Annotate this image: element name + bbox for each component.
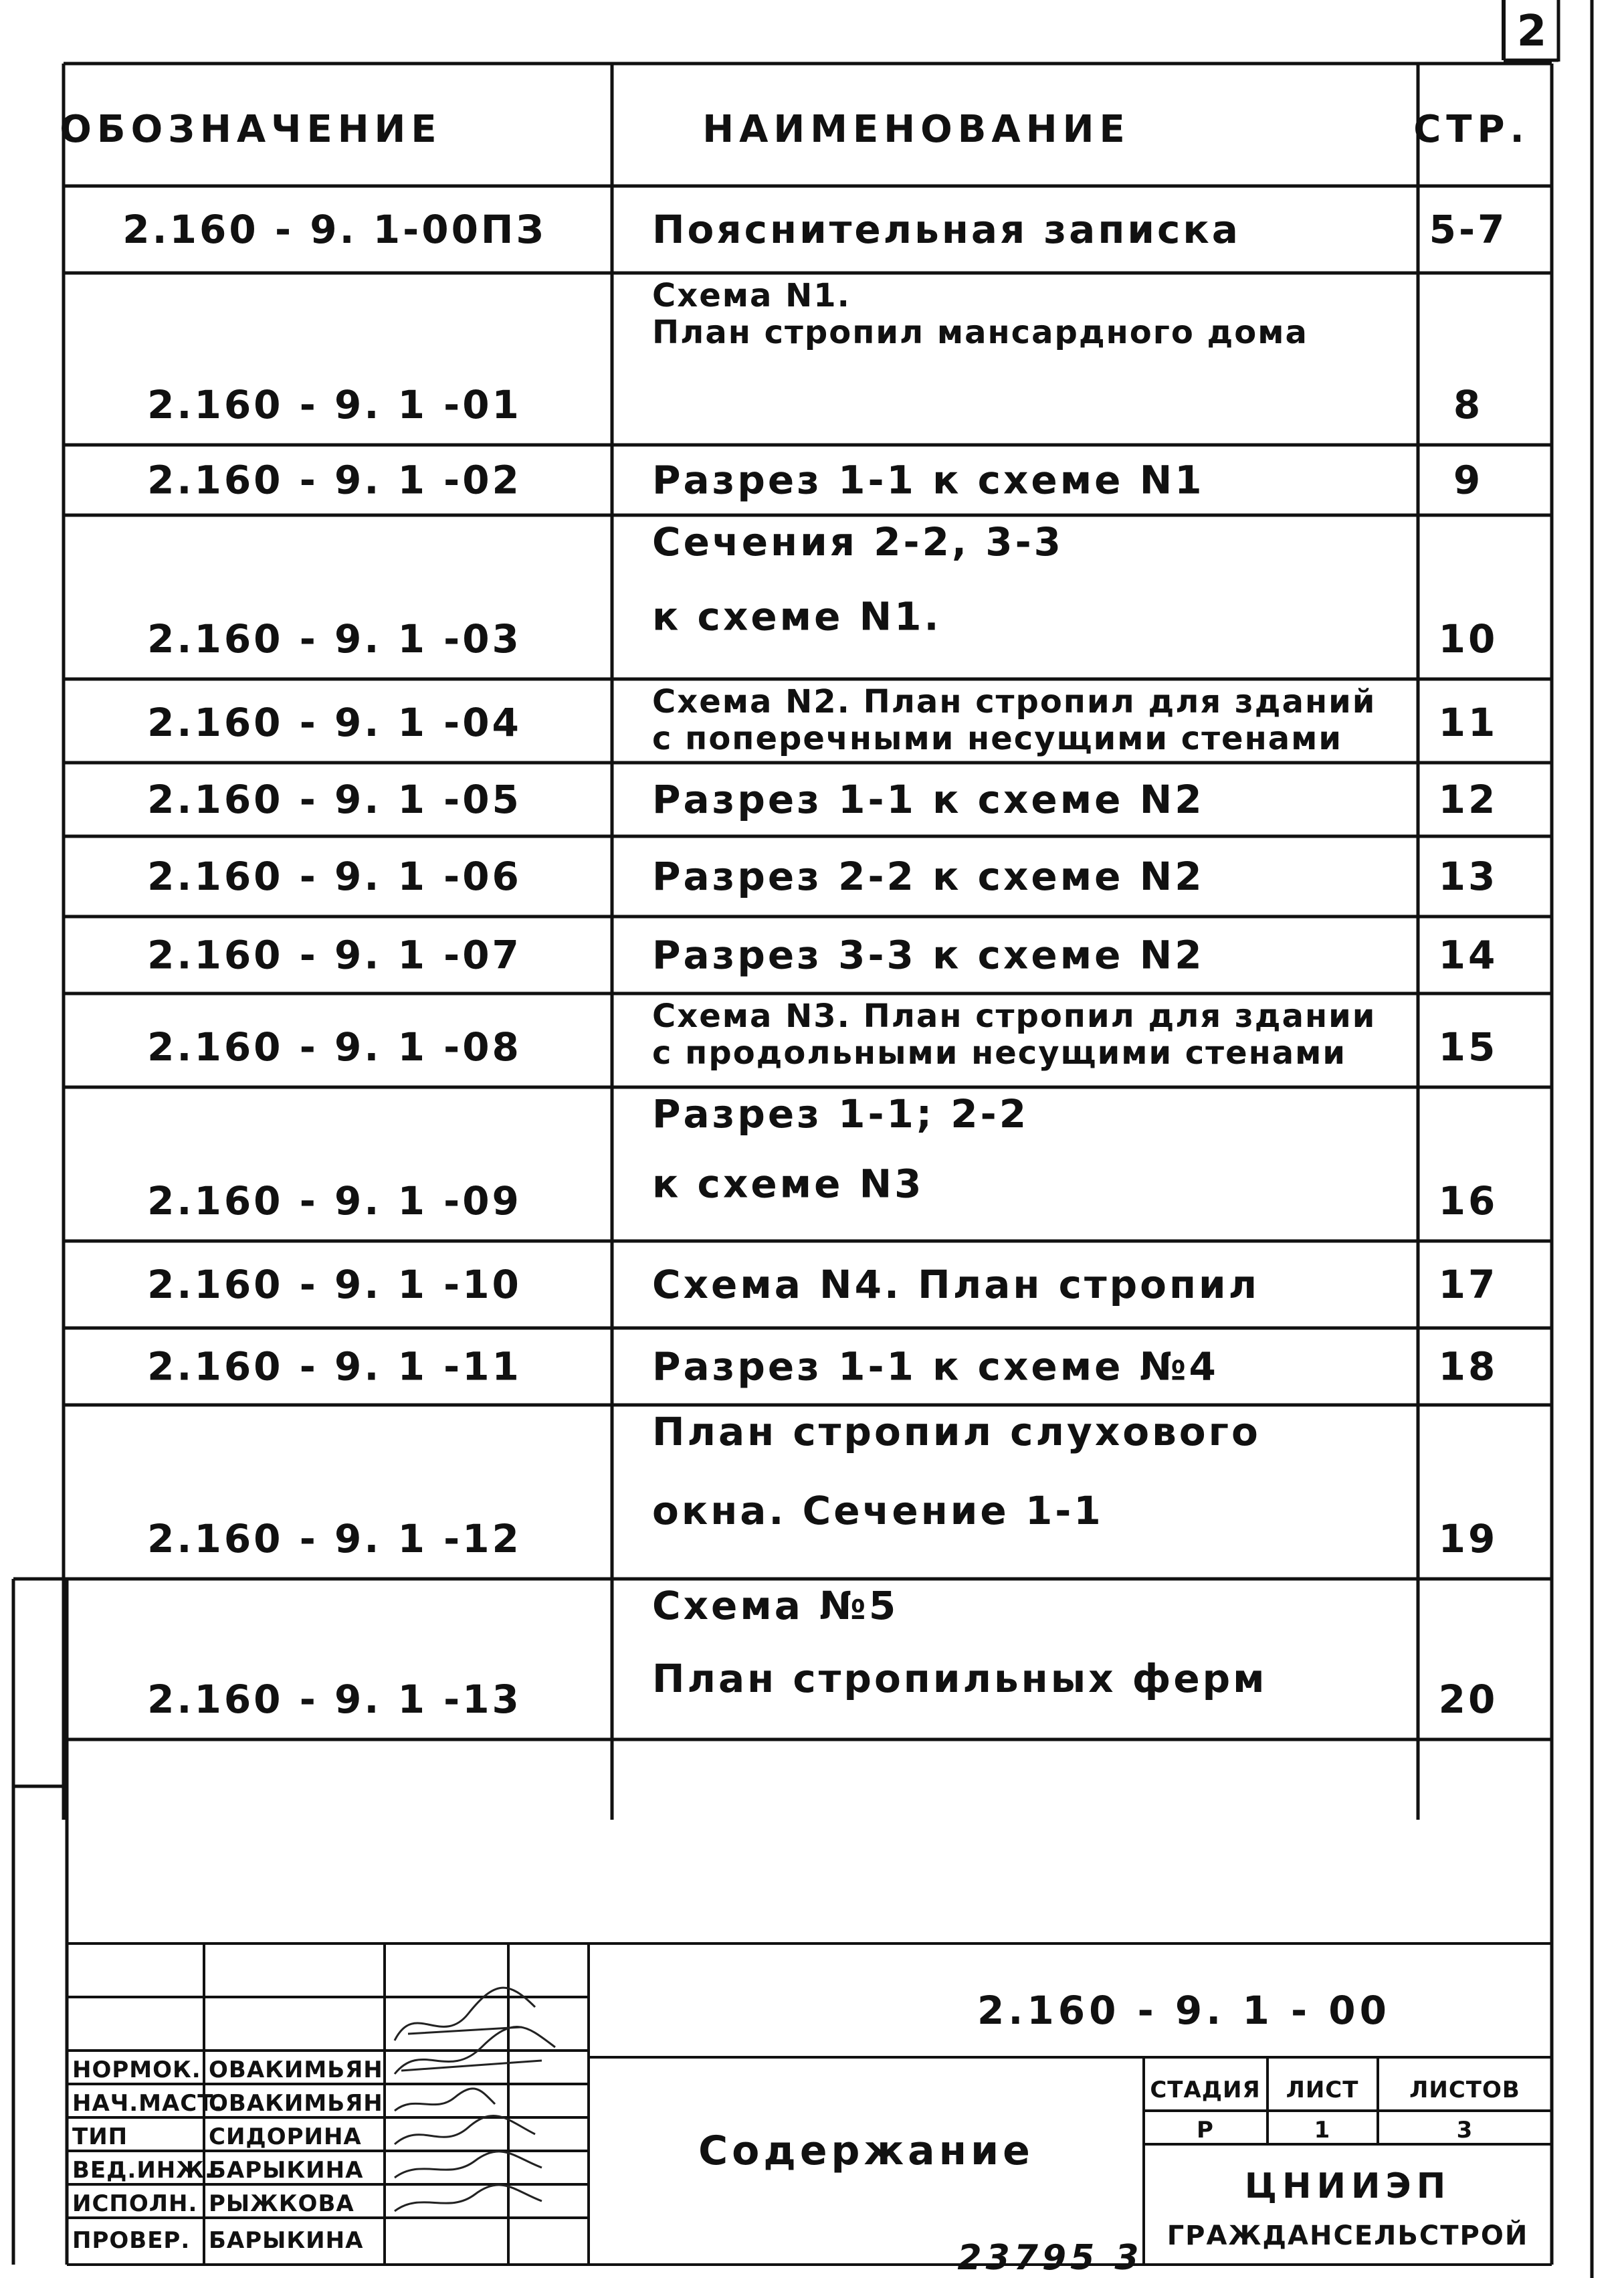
row-page: 13 — [1438, 854, 1498, 899]
org-name-line2: ГРАЖДАНСЕЛЬСТРОЙ — [1166, 2220, 1529, 2251]
row-designation: 2.160 - 9. 1 -01 — [147, 382, 522, 428]
sheet-number-box — [1504, 0, 1558, 62]
row-name-line: с продольными несущими стенами — [652, 1034, 1347, 1072]
table-row — [147, 458, 1483, 503]
row-name-line: Схема N3. План стропил для здании — [652, 998, 1377, 1035]
row-designation: 2.160 - 9. 1 -03 — [147, 616, 522, 662]
row-name-line: Схема N1. — [652, 277, 851, 314]
header-name: НАИМЕНОВАНИЕ — [702, 108, 1130, 151]
row-name-line: Разрез 1-1 к схеме N1 — [652, 457, 1205, 503]
row-name-line: Разрез 2-2 к схеме N2 — [652, 854, 1205, 899]
staff-table — [72, 2057, 383, 2254]
row-name-line: План стропил слухового — [652, 1409, 1261, 1454]
table-row — [147, 277, 1483, 428]
row-page: 8 — [1453, 382, 1484, 428]
staff-name: РЫЖКОВА — [209, 2190, 354, 2217]
row-page: 17 — [1438, 1262, 1498, 1307]
row-designation: 2.160 - 9. 1 -04 — [147, 700, 522, 745]
table-row — [147, 683, 1498, 757]
row-page: 14 — [1438, 932, 1498, 978]
header-designation: ОБОЗНАЧЕНИЕ — [60, 108, 442, 151]
staff-row — [72, 2227, 363, 2254]
table-row — [147, 998, 1498, 1072]
row-designation: 2.160 - 9. 1 -13 — [147, 1677, 522, 1722]
row-designation: 2.160 - 9. 1 -10 — [147, 1262, 522, 1307]
row-name-line: Разрез 3-3 к схеме N2 — [652, 932, 1205, 978]
header-page: СТР. — [1413, 108, 1530, 151]
row-page: 5-7 — [1429, 207, 1508, 252]
staff-role: ТИП — [72, 2123, 128, 2150]
sheets-value: 3 — [1456, 2117, 1474, 2144]
table-row — [147, 777, 1498, 822]
staff-role: НАЧ.МАСТ. — [72, 2090, 223, 2117]
binding-strip — [13, 1579, 67, 2265]
row-designation: 2.160 - 9. 1 -08 — [147, 1024, 522, 1070]
staff-role: ПРОВЕР. — [72, 2227, 191, 2254]
row-page: 18 — [1438, 1343, 1498, 1390]
staff-name: БАРЫКИНА — [209, 2157, 364, 2184]
staff-role: ВЕД.ИНЖ. — [72, 2157, 214, 2184]
sheet-number: 2 — [1516, 7, 1547, 56]
table-row — [147, 854, 1498, 899]
row-page: 10 — [1438, 616, 1498, 662]
row-name-line: Схема №5 — [652, 1583, 899, 1628]
sheets-label: ЛИСТОВ — [1409, 2077, 1520, 2103]
stage-value: Р — [1197, 2117, 1214, 2144]
staff-row — [72, 2123, 362, 2150]
row-designation: 2.160 - 9. 1 -06 — [147, 854, 522, 899]
row-name-line: План стропильных ферм — [652, 1656, 1267, 1702]
inventory-number: 23795 3 — [957, 2238, 1143, 2278]
row-name-line: Сечения 2-2, 3-3 — [652, 519, 1063, 565]
staff-row — [72, 2057, 383, 2083]
table-row — [147, 1409, 1498, 1561]
row-name-line: Схема N2. План стропил для зданий — [652, 683, 1377, 721]
staff-role: ИСПОЛН. — [72, 2190, 198, 2217]
contents-rows — [122, 207, 1507, 1722]
staff-name: СИДОРИНА — [209, 2123, 362, 2150]
table-row — [147, 519, 1498, 662]
table-row — [122, 207, 1507, 252]
row-page: 19 — [1438, 1516, 1498, 1561]
row-page: 16 — [1438, 1178, 1498, 1224]
staff-name: ОВАКИМЬЯН — [209, 2090, 383, 2117]
table-row — [147, 1344, 1498, 1390]
row-name-line: с поперечными несущими стенами — [652, 720, 1343, 757]
row-page: 20 — [1438, 1677, 1498, 1722]
staff-name: ОВАКИМЬЯН — [209, 2057, 383, 2083]
staff-name: БАРЫКИНА — [209, 2227, 364, 2254]
row-name-line: Схема N4. План стропил — [652, 1262, 1260, 1307]
row-page: 15 — [1438, 1024, 1498, 1070]
sheet-label: ЛИСТ — [1286, 2077, 1359, 2103]
staff-role: НОРМОК. — [72, 2057, 201, 2083]
row-name-line: План стропил мансардного дома — [652, 314, 1308, 351]
table-row — [147, 1583, 1498, 1722]
row-name-line: к схеме N1. — [652, 593, 942, 640]
signatures — [395, 1988, 555, 2211]
row-designation: 2.160 - 9. 1 -09 — [147, 1178, 522, 1224]
row-designation: 2.160 - 9. 1 -11 — [147, 1343, 522, 1390]
row-name-line: Разрез 1-1 к схеме №4 — [652, 1343, 1219, 1390]
row-name-line: к схеме N3 — [652, 1161, 924, 1207]
row-page: 12 — [1438, 777, 1498, 822]
row-page: 9 — [1453, 457, 1484, 503]
row-name-line: Разрез 1-1 к схеме N2 — [652, 777, 1205, 822]
row-name-line: Пояснительная записка — [652, 207, 1241, 252]
row-name-line: окна. Сечение 1-1 — [652, 1488, 1104, 1534]
staff-row — [72, 2190, 354, 2217]
row-designation: 2.160 - 9. 1 -07 — [147, 932, 522, 978]
sheet-value: 1 — [1314, 2117, 1331, 2144]
document-code: 2.160 - 9. 1 - 00 — [977, 1988, 1391, 2033]
staff-row — [72, 2157, 363, 2184]
table-row — [147, 933, 1498, 978]
stage-label: СТАДИЯ — [1150, 2077, 1261, 2103]
table-row — [147, 1262, 1498, 1307]
row-designation: 2.160 - 9. 1-00ПЗ — [122, 207, 546, 252]
document-title: Содержание — [698, 2127, 1034, 2174]
row-designation: 2.160 - 9. 1 -02 — [147, 457, 522, 503]
staff-row — [72, 2090, 383, 2117]
row-designation: 2.160 - 9. 1 -05 — [147, 777, 522, 822]
row-name-line: Разрез 1-1; 2-2 — [652, 1091, 1029, 1137]
row-designation: 2.160 - 9. 1 -12 — [147, 1516, 522, 1561]
org-name-line1: ЦНИИЭП — [1244, 2166, 1451, 2206]
table-row — [147, 1091, 1498, 1224]
row-page: 11 — [1438, 700, 1498, 745]
